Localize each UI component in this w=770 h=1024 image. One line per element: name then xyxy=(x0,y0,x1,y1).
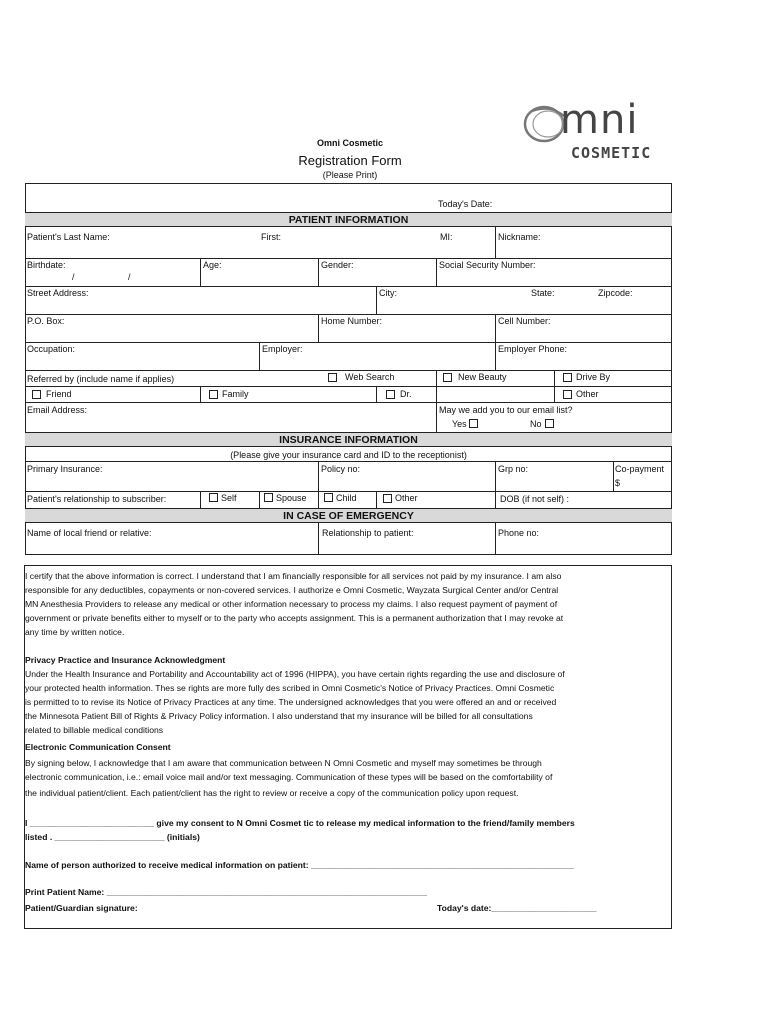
new-beauty-checkbox[interactable] xyxy=(443,373,452,382)
referred-by-label: Referred by (include name if applies) xyxy=(27,374,175,384)
copayment-dollar: $ xyxy=(615,478,621,488)
certify-line: MN Anesthesia Providers to release any medical or other information necessary to process my claims. I also request payment of payment of xyxy=(25,599,558,609)
email-yes-label: Yes xyxy=(452,419,467,429)
insurance-note: (Please give your insurance card and ID to the receptionist) xyxy=(230,450,467,460)
spouse-checkbox[interactable] xyxy=(264,493,273,502)
patient-info-title: PATIENT INFORMATION xyxy=(288,214,409,226)
ssn-field[interactable]: Social Security Number: xyxy=(439,260,536,270)
certify-line: any time by written notice. xyxy=(25,627,125,637)
friend-label: Friend xyxy=(46,389,72,399)
email-field[interactable]: Email Address: xyxy=(27,405,88,415)
emergency-phone-field[interactable]: Phone no: xyxy=(498,528,540,538)
po-box-field[interactable]: P.O. Box: xyxy=(27,316,65,326)
child-label: Child xyxy=(336,493,357,503)
emergency-contact-name-field[interactable]: Name of local friend or relative: xyxy=(27,528,152,538)
other-relationship-label: Other xyxy=(395,493,418,503)
friend-checkbox[interactable] xyxy=(32,390,41,399)
first-name-field[interactable]: First: xyxy=(261,232,281,242)
privacy-heading: Privacy Practice and Insurance Acknowledgment xyxy=(25,655,226,665)
privacy-line: related to billable medical conditions xyxy=(25,725,164,735)
birthdate-slash: / xyxy=(128,272,131,282)
self-label: Self xyxy=(221,493,237,503)
email-no-label: No xyxy=(530,419,542,429)
dr-label: Dr. xyxy=(400,389,412,399)
street-address-field[interactable]: Street Address: xyxy=(27,288,89,298)
emergency-title: IN CASE OF EMERGENCY xyxy=(283,510,414,522)
subscriber-dob-field[interactable]: DOB (if not self) : xyxy=(500,494,570,504)
web-search-label: Web Search xyxy=(345,372,395,382)
email-yes-checkbox[interactable] xyxy=(469,419,478,428)
primary-insurance-field[interactable]: Primary Insurance: xyxy=(27,464,103,474)
emergency-header xyxy=(25,508,672,523)
insurance-info-header xyxy=(25,432,672,447)
form-subtitle: (Please Print) xyxy=(322,170,378,180)
relationship-to-subscriber-label: Patient's relationship to subscriber: xyxy=(27,494,167,504)
gender-field[interactable]: Gender: xyxy=(321,260,354,270)
family-label: Family xyxy=(222,389,249,399)
logo-word: mni xyxy=(560,97,639,143)
privacy-line: your protected health information. Thes se rights are more fully des scribed in Omni Cosmetic's Notice of Privacy Practices. Omni Cosmetic xyxy=(25,683,555,693)
copayment-field[interactable]: Co-payment xyxy=(615,464,665,474)
zipcode-field[interactable]: Zipcode: xyxy=(598,288,633,298)
web-search-checkbox[interactable] xyxy=(328,373,337,382)
authorized-person-field[interactable]: Name of person authorized to receive medical information on patient: _______________________________________________________ xyxy=(25,860,574,870)
group-no-field[interactable]: Grp no: xyxy=(498,464,529,474)
state-field[interactable]: State: xyxy=(531,288,555,298)
release-consent-line[interactable]: I __________________________ give my consent to N Omni Cosmet tic to release my medical information to the friend/family members xyxy=(25,818,575,828)
patient-info-header xyxy=(25,212,672,227)
emergency-relationship-field[interactable]: Relationship to patient: xyxy=(322,528,414,538)
birthdate-slash: / xyxy=(72,272,75,282)
privacy-line: is permitted to to revise its Notice of Privacy Practices at any time. The undersigned acknowledges that you were offered an and or received xyxy=(25,697,557,707)
child-checkbox[interactable] xyxy=(324,493,333,502)
dr-checkbox[interactable] xyxy=(386,390,395,399)
occupation-field[interactable]: Occupation: xyxy=(27,344,76,354)
other-referral-label: Other xyxy=(576,389,599,399)
self-checkbox[interactable] xyxy=(209,493,218,502)
certify-line: I certify that the above information is correct. I understand that I am financially responsible for all services not paid by my insurance. I am also xyxy=(25,571,562,581)
omni-logo xyxy=(520,97,655,164)
drive-by-checkbox[interactable] xyxy=(563,373,572,382)
form-title: Registration Form xyxy=(298,153,402,168)
print-patient-name-field[interactable]: Print Patient Name: ___________________________________________________________________ xyxy=(25,887,427,897)
spouse-label: Spouse xyxy=(276,493,307,503)
drive-by-label: Drive By xyxy=(576,372,611,382)
certify-line: government or private benefits either to myself or to the party who accepts assignment. This is a permanent authorization that I may revoke at xyxy=(25,613,564,623)
other-referral-checkbox[interactable] xyxy=(563,390,572,399)
electronic-line: By signing below, I acknowledge that I am aware that communication between N Omni Cosmetic and myself may sometimes be through xyxy=(25,758,542,768)
certify-line: responsible for any deductibles, copayments or non-covered services. I authorize e Omni Cosmetic, Wayzata Surgical Center and/or Central xyxy=(25,585,559,595)
release-initials-line[interactable]: listed . _______________________ (initials) xyxy=(25,832,200,842)
birthdate-field[interactable]: Birthdate: xyxy=(27,260,66,270)
signature-date-field[interactable]: Today's date:______________________ xyxy=(437,903,597,913)
nickname-field[interactable]: Nickname: xyxy=(498,232,541,242)
home-number-field[interactable]: Home Number: xyxy=(321,316,383,326)
family-checkbox[interactable] xyxy=(209,390,218,399)
insurance-info-title: INSURANCE INFORMATION xyxy=(279,434,418,446)
electronic-line: the individual patient/client. Each patient/client has the right to review or receive a copy of the communication policy upon request. xyxy=(25,788,519,798)
company-name: Omni Cosmetic xyxy=(316,138,383,148)
policy-no-field[interactable]: Policy no: xyxy=(321,464,361,474)
todays-date-label: Today's Date: xyxy=(438,199,493,209)
privacy-line: Under the Health Insurance and Portability and Accountability act of 1996 (HIPPA), you have certain rights regarding the use and disclosure of xyxy=(25,669,565,679)
email-no-checkbox[interactable] xyxy=(545,419,554,428)
city-field[interactable]: City: xyxy=(379,288,397,298)
email-list-question: May we add you to our email list? xyxy=(439,405,573,415)
privacy-line: the Minnesota Patient Bill of Rights & Privacy Policy information. I also understand that my insurance will be billed for all consultations xyxy=(25,711,533,721)
cell-number-field[interactable]: Cell Number: xyxy=(498,316,551,326)
mi-field[interactable]: MI: xyxy=(440,232,453,242)
last-name-field[interactable]: Patient's Last Name: xyxy=(27,232,110,242)
electronic-heading: Electronic Communication Consent xyxy=(25,742,171,752)
signature-field[interactable]: Patient/Guardian signature: xyxy=(25,903,138,913)
other-relationship-checkbox[interactable] xyxy=(383,494,392,503)
new-beauty-label: New Beauty xyxy=(458,372,507,382)
employer-phone-field[interactable]: Employer Phone: xyxy=(498,344,568,354)
employer-field[interactable]: Employer: xyxy=(262,344,303,354)
age-field[interactable]: Age: xyxy=(203,260,222,270)
logo-subtitle: COSMETIC xyxy=(571,144,652,162)
electronic-line: electronic communication, i.e.: email voice mail and/or text messaging. Communication of these types will be based on the comfortability of xyxy=(25,772,553,782)
